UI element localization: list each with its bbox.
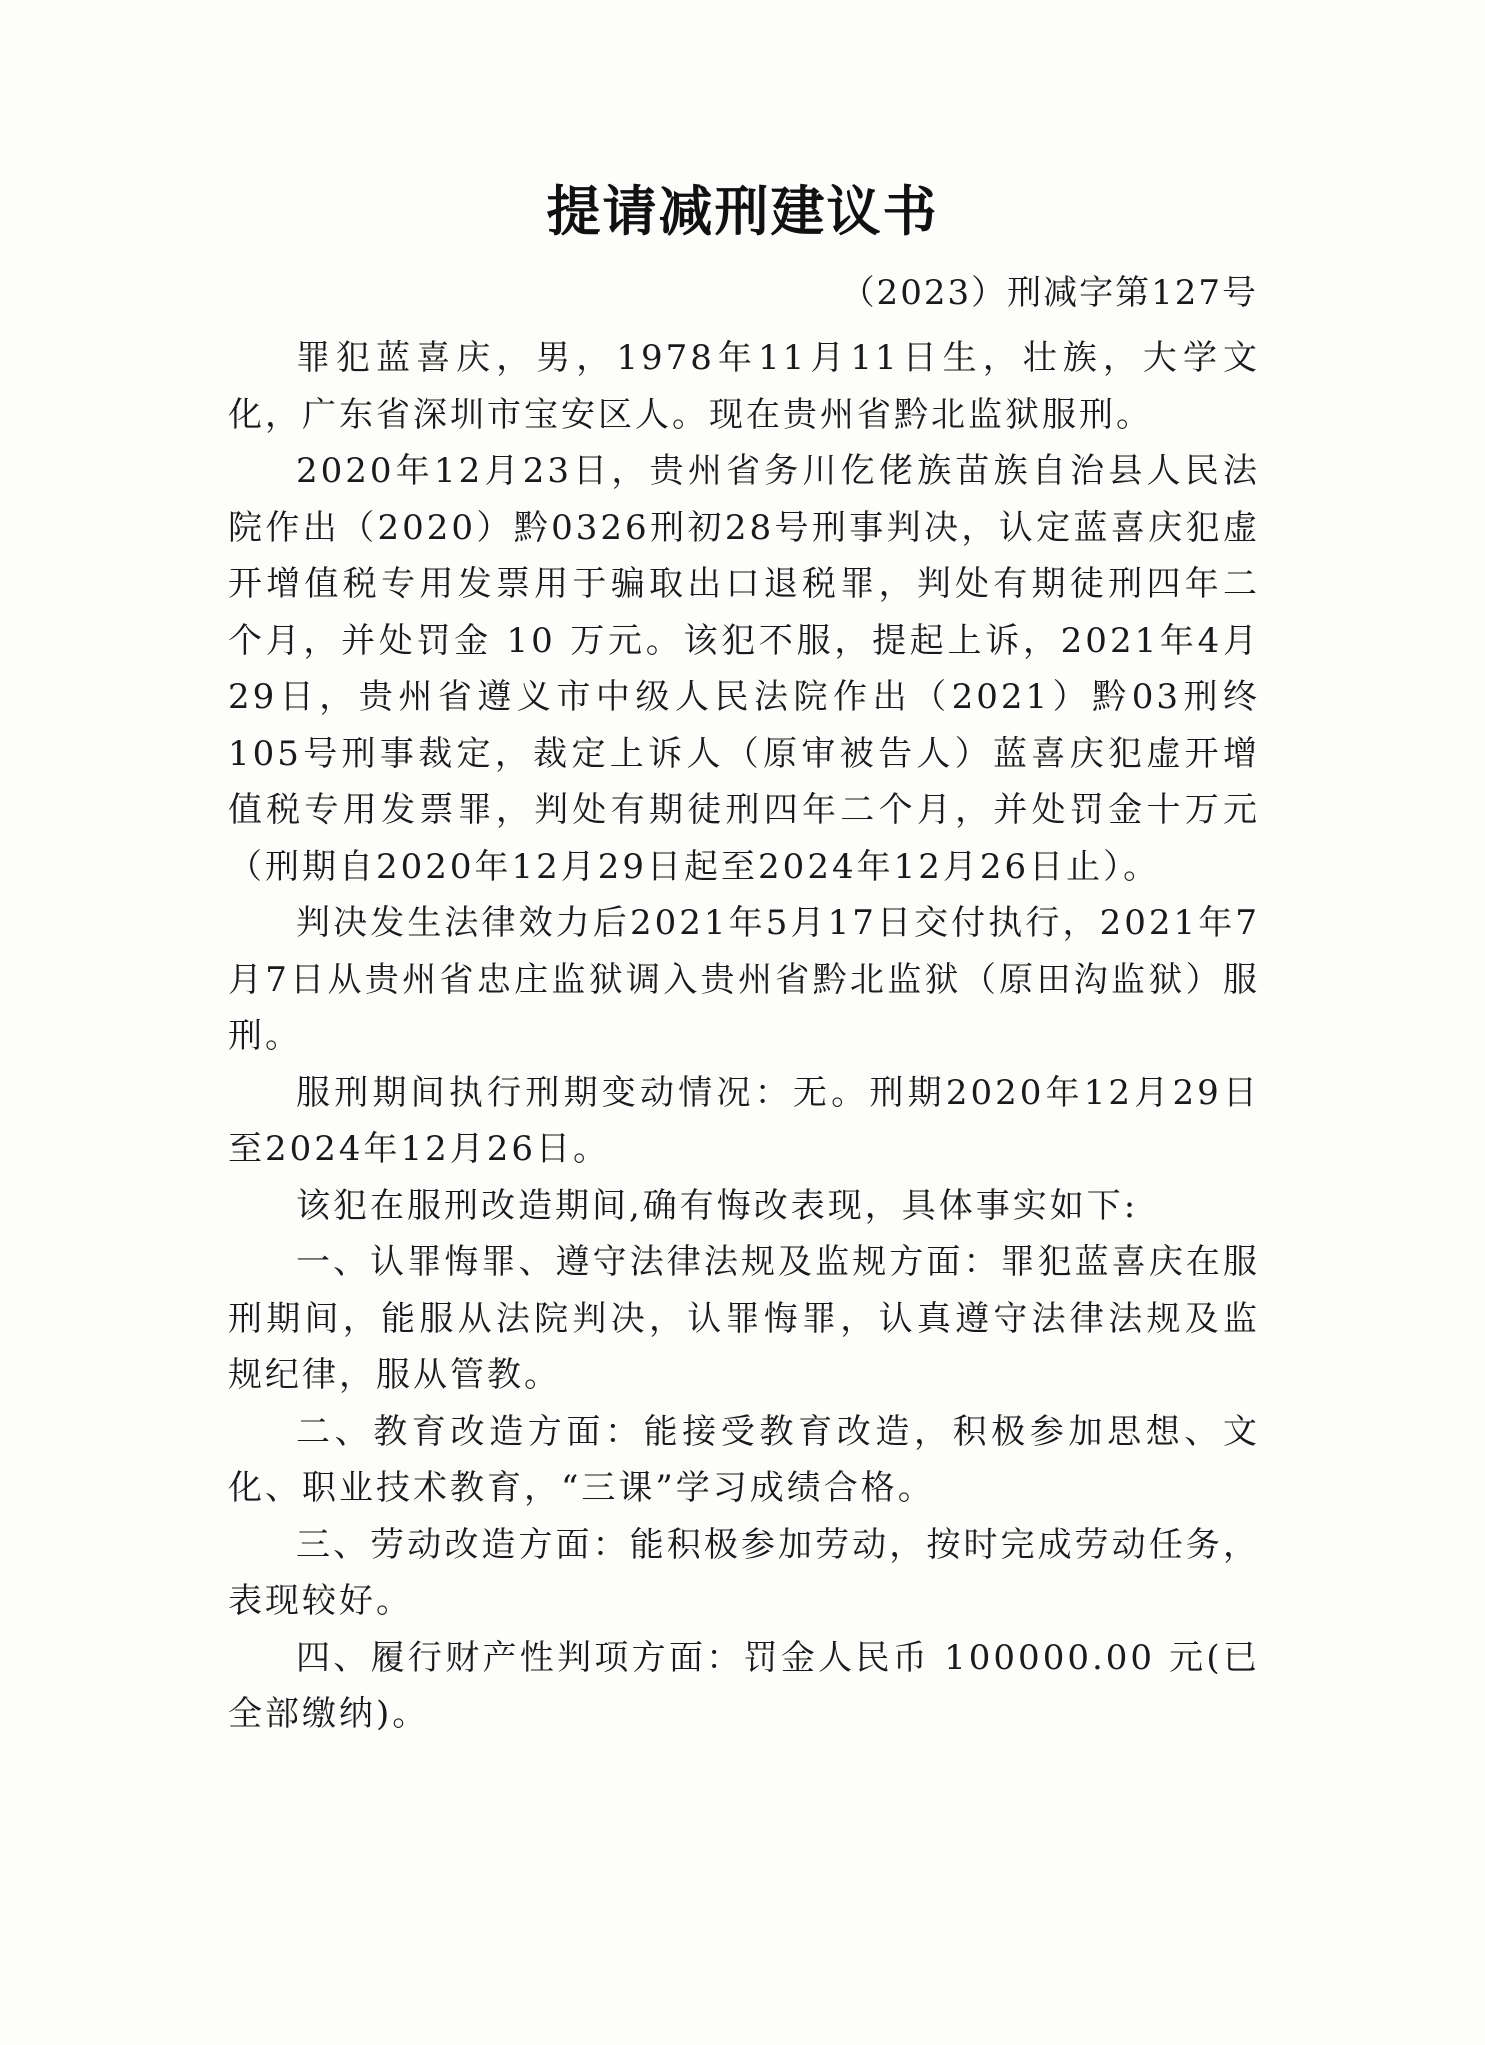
paragraph-inmate-info: 罪犯蓝喜庆，男，1978年11月11日生，壮族，大学文化，广东省深圳市宝安区人。现在贵州省黔北监狱服刑。 <box>228 338 1260 435</box>
paragraph-remorse-intro: 该犯在服刑改造期间,确有悔改表现，具体事实如下: <box>296 1185 1139 1226</box>
paragraph-sentence-changes: 服刑期间执行刑期变动情况：无。刑期2020年12月29日至2024年12月26日。 <box>228 1072 1260 1169</box>
document-number: （2023）刑减字第127号 <box>840 273 1258 313</box>
paragraph-judgment-history: 2020年12月23日，贵州省务川仡佬族苗族自治县人民法院作出（2020）黔0326刑初28号刑事判决，认定蓝喜庆犯虚开增值税专用发票用于骗取出口退税罪，判处有期徒刑四年二个月，并处罚金 10 万元。该犯不服，提起上诉，2021年4月29日，贵州省遵义市中级人民法院作出（2021）黔03刑终105号刑事裁定，裁定上诉人（原审被告人）蓝喜庆犯虚开增值税专用发票罪，判处有期徒刑四年二个月，并处罚金十万元（刑期自2020年12月29日起至2024年12月26日止）。 <box>228 451 1260 887</box>
paragraph-item-one: 一、认罪悔罪、遵守法律法规及监规方面：罪犯蓝喜庆在服刑期间，能服从法院判决，认罪悔罪，认真遵守法律法规及监规纪律，服从管教。 <box>228 1242 1260 1395</box>
paragraph-item-two: 二、教育改造方面：能接受教育改造，积极参加思想、文化、职业技术教育，“三课”学习成绩合格。 <box>228 1411 1260 1508</box>
paragraph-execution-transfer: 判决发生法律效力后2021年5月17日交付执行，2021年7月7日从贵州省忠庄监狱调入贵州省黔北监狱（原田沟监狱）服刑。 <box>228 903 1260 1056</box>
document-title: 提请减刑建议书 <box>546 180 939 243</box>
paragraph-item-three: 三、劳动改造方面：能积极参加劳动，按时完成劳动任务，表现较好。 <box>228 1524 1260 1621</box>
document-body <box>228 330 1260 1743</box>
paragraph-item-four: 四、履行财产性判项方面：罚金人民币 100000.00 元(已全部缴纳)。 <box>228 1637 1260 1734</box>
